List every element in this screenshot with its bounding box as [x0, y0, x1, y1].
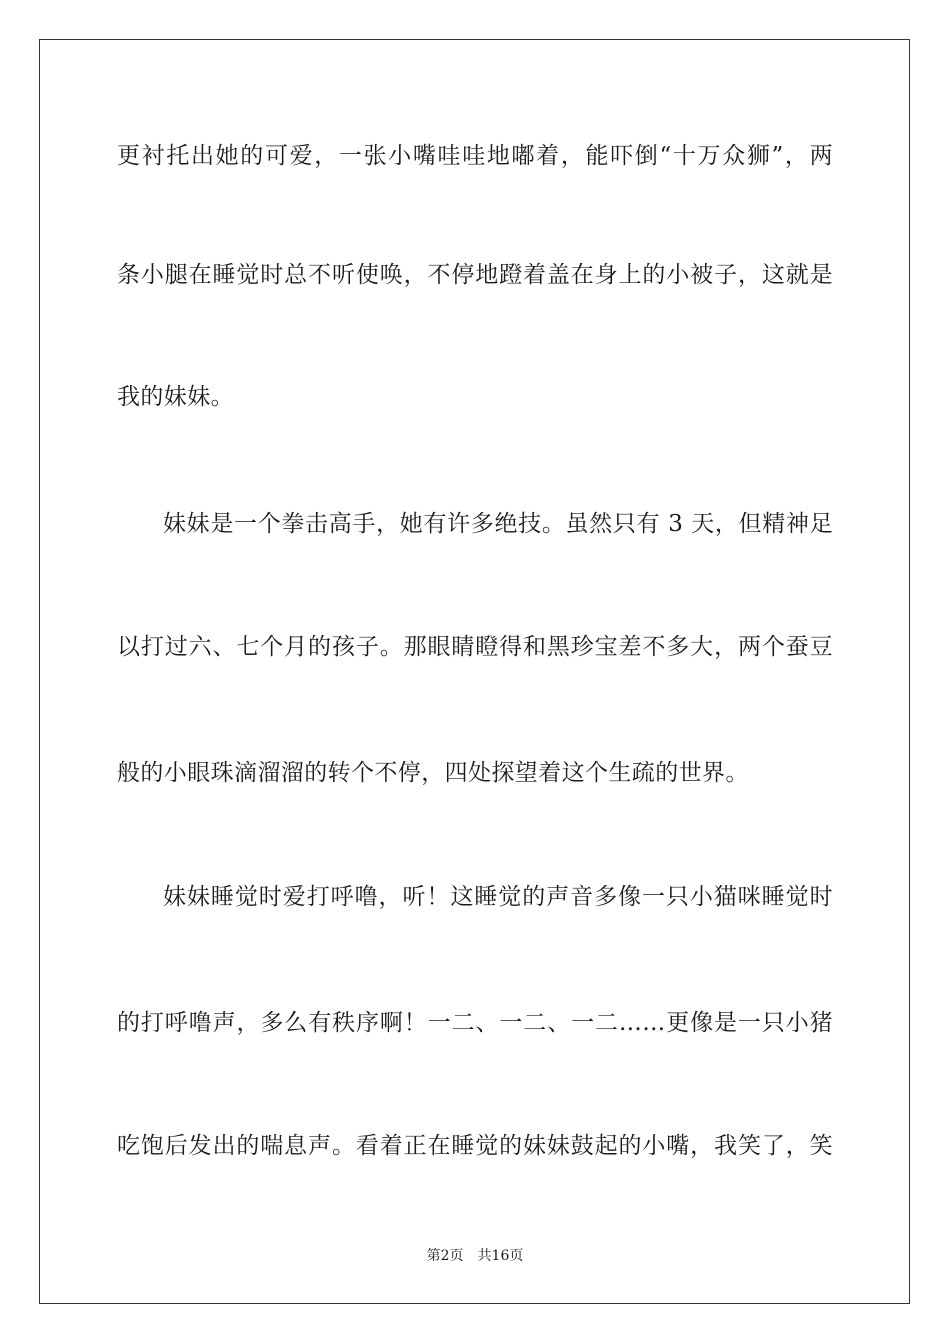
page-number: 第2页: [426, 1248, 464, 1264]
page-total: 共16页: [477, 1248, 524, 1264]
text-line: 般的小眼珠滴溜溜的转个不停，四处探望着这个生疏的世界。: [117, 760, 749, 786]
text-line: 更衬托出她的可爱，一张小嘴哇哇地嘟着，能吓倒“十万众狮”，两: [117, 143, 833, 169]
text-line: 以打过六、七个月的孩子。那眼睛瞪得和黑珍宝差不多大，两个蚕豆: [117, 634, 833, 660]
text-line: 妹妹是一个拳击高手，她有许多绝技。虽然只有 3 天，但精神足: [163, 511, 833, 537]
text-line: 吃饱后发出的喘息声。看着正在睡觉的妹妹鼓起的小嘴，我笑了，笑: [117, 1133, 833, 1159]
page-footer: [0, 1247, 950, 1265]
text-line: 条小腿在睡觉时总不听使唤，不停地蹬着盖在身上的小被子，这就是: [117, 262, 833, 288]
page-frame: [39, 39, 910, 1304]
text-line: 我的妹妹。: [117, 384, 234, 410]
text-line: 妹妹睡觉时爱打呼噜，听！这睡觉的声音多像一只小猫咪睡觉时: [163, 884, 833, 910]
text-line: 的打呼噜声，多么有秩序啊！一二、一二、一二……更像是一只小猪: [117, 1010, 833, 1036]
